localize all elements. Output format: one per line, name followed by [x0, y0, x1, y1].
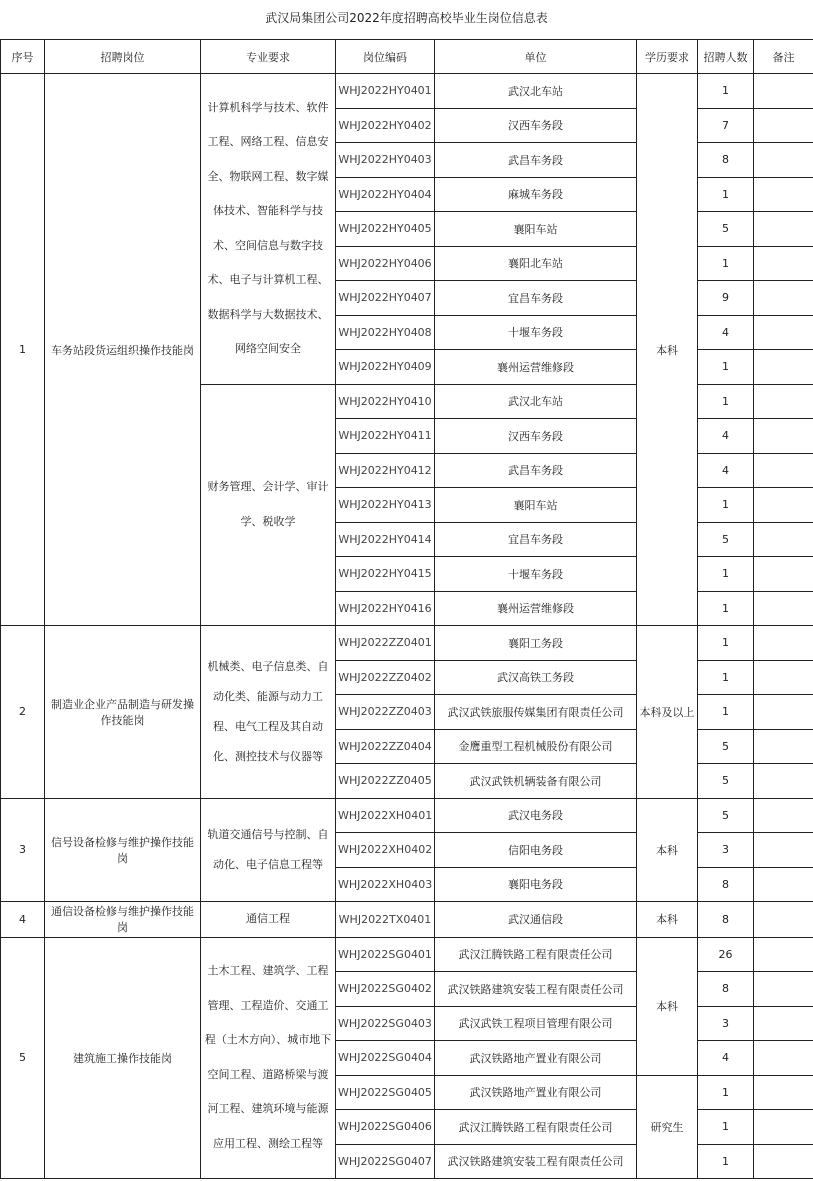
hire-count: 1 [698, 350, 754, 385]
remark [754, 1110, 813, 1145]
major-requirements: 财务管理、会计学、审计学、税收学 [201, 384, 336, 626]
unit-name: 襄阳车站 [435, 212, 637, 247]
hire-count: 3 [698, 833, 754, 868]
hire-count: 5 [698, 798, 754, 833]
unit-name: 麻城车务段 [435, 177, 637, 212]
hire-count: 1 [698, 74, 754, 109]
remark [754, 1006, 813, 1041]
position-code: WHJ2022SG0405 [336, 1075, 435, 1110]
unit-name: 十堰车务段 [435, 315, 637, 350]
positions-table [0, 39, 813, 1179]
unit-name: 武汉铁路建筑安装工程有限责任公司 [435, 972, 637, 1007]
position-code: WHJ2022HY0407 [336, 281, 435, 316]
remark [754, 729, 813, 764]
unit-name: 武汉高铁工务段 [435, 660, 637, 695]
hire-count: 8 [698, 902, 754, 938]
position-code: WHJ2022XH0401 [336, 798, 435, 833]
remark [754, 384, 813, 419]
major-requirements: 机械类、电子信息类、自动化类、能源与动力工程、电气工程及其自动化、测控技术与仪器等 [201, 626, 336, 799]
unit-name: 武汉铁路地产置业有限公司 [435, 1075, 637, 1110]
remark [754, 867, 813, 902]
remark [754, 833, 813, 868]
position-code: WHJ2022HY0414 [336, 522, 435, 557]
education-requirement: 本科及以上 [637, 626, 698, 799]
remark [754, 902, 813, 938]
header-count: 招聘人数 [698, 40, 754, 74]
hire-count: 1 [698, 626, 754, 661]
remark [754, 591, 813, 626]
group-number: 4 [1, 902, 45, 938]
unit-name: 武昌车务段 [435, 143, 637, 178]
hire-count: 8 [698, 143, 754, 178]
unit-name: 宜昌车务段 [435, 522, 637, 557]
remark [754, 522, 813, 557]
position-code: WHJ2022SG0403 [336, 1006, 435, 1041]
education-requirement: 研究生 [637, 1075, 698, 1179]
hire-count: 5 [698, 522, 754, 557]
header-row [1, 40, 813, 74]
remark [754, 695, 813, 730]
hire-count: 1 [698, 660, 754, 695]
unit-name: 武汉江腾铁路工程有限责任公司 [435, 937, 637, 972]
position-code: WHJ2022ZZ0401 [336, 626, 435, 661]
position-code: WHJ2022HY0416 [336, 591, 435, 626]
header-education: 学历要求 [637, 40, 698, 74]
hire-count: 9 [698, 281, 754, 316]
education-requirement: 本科 [637, 74, 698, 626]
major-requirements: 计算机科学与技术、软件工程、网络工程、信息安全、物联网工程、数字媒体技术、智能科学与技术、空间信息与数字技术、电子与计算机工程、数据科学与大数据技术、网络空间安全 [201, 74, 336, 385]
hire-count: 8 [698, 867, 754, 902]
position-code: WHJ2022HY0411 [336, 419, 435, 454]
remark [754, 212, 813, 247]
remark [754, 74, 813, 109]
hire-count: 4 [698, 1041, 754, 1076]
hire-count: 26 [698, 937, 754, 972]
position-code: WHJ2022HY0401 [336, 74, 435, 109]
remark [754, 350, 813, 385]
remark [754, 315, 813, 350]
hire-count: 4 [698, 453, 754, 488]
position-code: WHJ2022HY0415 [336, 557, 435, 592]
position-code: WHJ2022ZZ0402 [336, 660, 435, 695]
position-code: WHJ2022HY0412 [336, 453, 435, 488]
unit-name: 武汉武铁机辆装备有限公司 [435, 764, 637, 799]
remark [754, 798, 813, 833]
hire-count: 5 [698, 729, 754, 764]
unit-name: 武汉武铁工程项目管理有限公司 [435, 1006, 637, 1041]
remark [754, 557, 813, 592]
unit-name: 襄阳车站 [435, 488, 637, 523]
remark [754, 281, 813, 316]
document-title: 武汉局集团公司2022年度招聘高校毕业生岗位信息表 [265, 11, 548, 25]
remark [754, 972, 813, 1007]
remark [754, 1144, 813, 1179]
remark [754, 764, 813, 799]
hire-count: 1 [698, 177, 754, 212]
position-code: WHJ2022SG0401 [336, 937, 435, 972]
unit-name: 武汉电务段 [435, 798, 637, 833]
table-row [1, 74, 813, 109]
hire-count: 1 [698, 695, 754, 730]
hire-count: 3 [698, 1006, 754, 1041]
remark [754, 1041, 813, 1076]
hire-count: 1 [698, 591, 754, 626]
position-code: WHJ2022SG0404 [336, 1041, 435, 1076]
hire-count: 1 [698, 384, 754, 419]
position-code: WHJ2022HY0413 [336, 488, 435, 523]
hire-count: 1 [698, 1144, 754, 1179]
unit-name: 汉西车务段 [435, 419, 637, 454]
position-code: WHJ2022HY0405 [336, 212, 435, 247]
position-name: 建筑施工操作技能岗 [45, 937, 201, 1179]
table-row [1, 626, 813, 661]
hire-count: 7 [698, 108, 754, 143]
position-code: WHJ2022ZZ0405 [336, 764, 435, 799]
hire-count: 5 [698, 764, 754, 799]
hire-count: 1 [698, 246, 754, 281]
remark [754, 937, 813, 972]
hire-count: 5 [698, 212, 754, 247]
group-number: 1 [1, 74, 45, 626]
remark [754, 488, 813, 523]
unit-name: 武汉北车站 [435, 384, 637, 419]
unit-name: 金鹰重型工程机械股份有限公司 [435, 729, 637, 764]
unit-name: 襄州运营维修段 [435, 591, 637, 626]
position-name: 制造业企业产品制造与研发操作技能岗 [45, 626, 201, 799]
table-row [1, 902, 813, 938]
major-requirements: 土木工程、建筑学、工程管理、工程造价、交通工程（土木方向）、城市地下空间工程、道路桥梁与渡河工程、建筑环境与能源应用工程、测绘工程等 [201, 937, 336, 1179]
position-code: WHJ2022HY0408 [336, 315, 435, 350]
unit-name: 武汉铁路地产置业有限公司 [435, 1041, 637, 1076]
position-code: WHJ2022ZZ0403 [336, 695, 435, 730]
position-code: WHJ2022SG0406 [336, 1110, 435, 1145]
remark [754, 453, 813, 488]
unit-name: 襄州运营维修段 [435, 350, 637, 385]
hire-count: 4 [698, 419, 754, 454]
header-remark: 备注 [754, 40, 813, 74]
hire-count: 1 [698, 1075, 754, 1110]
group-number: 5 [1, 937, 45, 1179]
header-major: 专业要求 [201, 40, 336, 74]
unit-name: 武汉北车站 [435, 74, 637, 109]
unit-name: 武汉铁路建筑安装工程有限责任公司 [435, 1144, 637, 1179]
table-row [1, 937, 813, 972]
position-code: WHJ2022HY0406 [336, 246, 435, 281]
hire-count: 8 [698, 972, 754, 1007]
remark [754, 1075, 813, 1110]
unit-name: 武汉通信段 [435, 902, 637, 938]
position-code: WHJ2022ZZ0404 [336, 729, 435, 764]
header-position: 招聘岗位 [45, 40, 201, 74]
unit-name: 武汉江腾铁路工程有限责任公司 [435, 1110, 637, 1145]
header-no: 序号 [1, 40, 45, 74]
position-code: WHJ2022HY0409 [336, 350, 435, 385]
position-name: 通信设备检修与维护操作技能岗 [45, 902, 201, 938]
unit-name: 宜昌车务段 [435, 281, 637, 316]
unit-name: 襄阳电务段 [435, 867, 637, 902]
hire-count: 1 [698, 1110, 754, 1145]
hire-count: 1 [698, 557, 754, 592]
position-name: 车务站段货运组织操作技能岗 [45, 74, 201, 626]
position-code: WHJ2022XH0402 [336, 833, 435, 868]
table-row [1, 798, 813, 833]
education-requirement: 本科 [637, 937, 698, 1075]
unit-name: 襄阳北车站 [435, 246, 637, 281]
education-requirement: 本科 [637, 798, 698, 902]
major-requirements: 通信工程 [201, 902, 336, 938]
position-code: WHJ2022HY0410 [336, 384, 435, 419]
position-code: WHJ2022XH0403 [336, 867, 435, 902]
major-requirements: 轨道交通信号与控制、自动化、电子信息工程等 [201, 798, 336, 902]
position-code: WHJ2022HY0404 [336, 177, 435, 212]
group-number: 3 [1, 798, 45, 902]
position-code: WHJ2022HY0403 [336, 143, 435, 178]
group-number: 2 [1, 626, 45, 799]
position-code: WHJ2022SG0402 [336, 972, 435, 1007]
unit-name: 武昌车务段 [435, 453, 637, 488]
hire-count: 4 [698, 315, 754, 350]
position-code: WHJ2022TX0401 [336, 902, 435, 938]
remark [754, 177, 813, 212]
position-code: WHJ2022SG0407 [336, 1144, 435, 1179]
unit-name: 武汉武铁旅服传媒集团有限责任公司 [435, 695, 637, 730]
unit-name: 十堰车务段 [435, 557, 637, 592]
education-requirement: 本科 [637, 902, 698, 938]
remark [754, 660, 813, 695]
remark [754, 626, 813, 661]
unit-name: 汉西车务段 [435, 108, 637, 143]
unit-name: 信阳电务段 [435, 833, 637, 868]
position-code: WHJ2022HY0402 [336, 108, 435, 143]
remark [754, 108, 813, 143]
unit-name: 襄阳工务段 [435, 626, 637, 661]
position-name: 信号设备检修与维护操作技能岗 [45, 798, 201, 902]
header-unit: 单位 [435, 40, 637, 74]
remark [754, 143, 813, 178]
header-code: 岗位编码 [336, 40, 435, 74]
remark [754, 419, 813, 454]
hire-count: 1 [698, 488, 754, 523]
remark [754, 246, 813, 281]
